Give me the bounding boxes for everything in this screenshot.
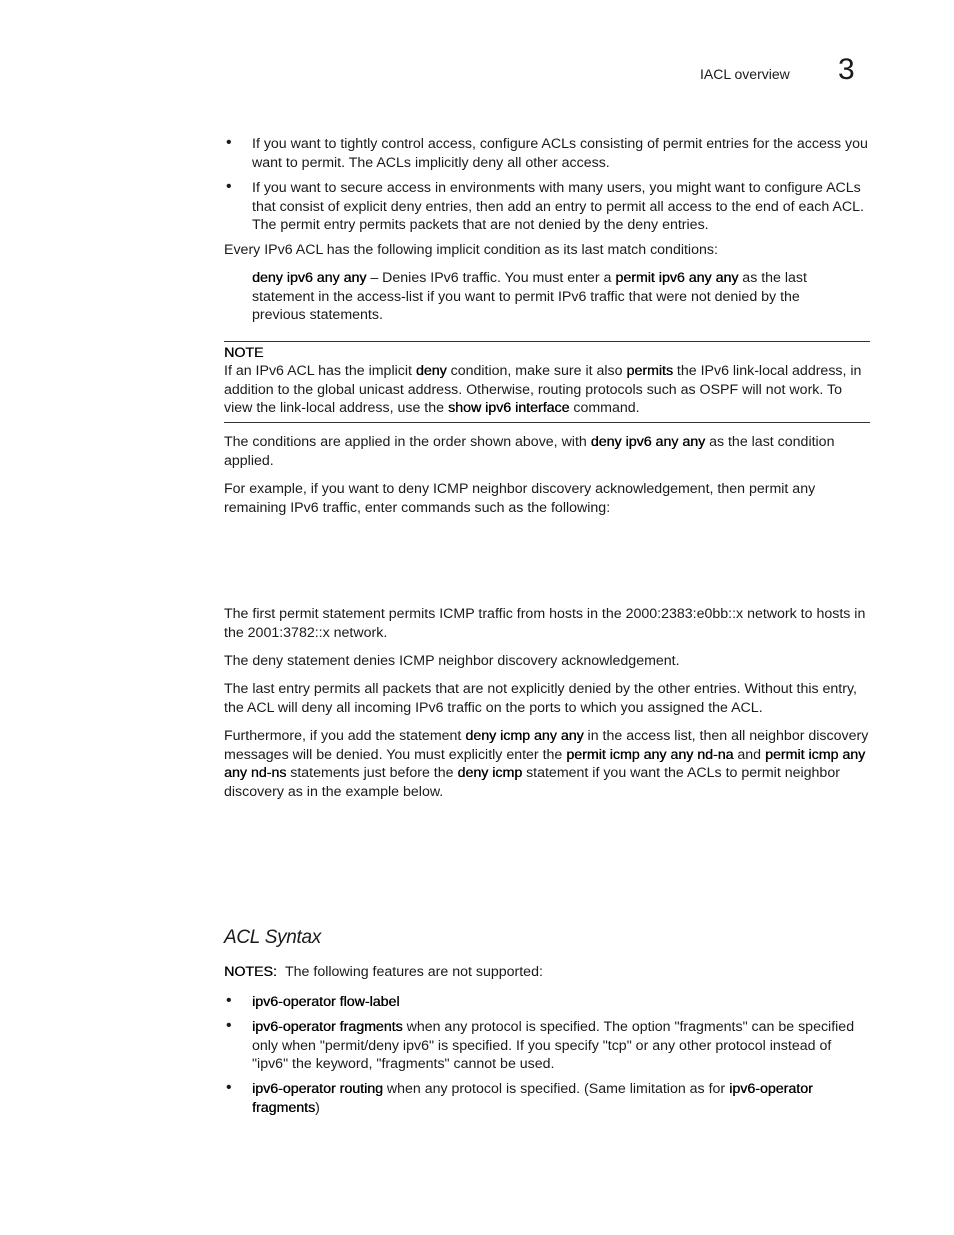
bullet-marker: • <box>226 992 232 1009</box>
unsupported-item-flow-label: ipv6-operator flow-label <box>252 994 400 1010</box>
example-intro-paragraph: For example, if you want to deny ICMP neighbor discovery acknowledgement, then permit any remaining IPv6 traffic, enter commands such as the following: <box>224 481 816 516</box>
conditions-paragraph: The conditions are applied in the order shown above, with deny ipv6 any any as the last condition applied. <box>224 434 835 469</box>
note-body: If an IPv6 ACL has the implicit deny condition, make sure it also permits the IPv6 link-local address, in addition to the global unicast address. Otherwise, routing protocols such as OSPF will not work. To view the link-local address, use the show ipv6 interface command. <box>224 363 862 417</box>
implicit-condition-intro: Every IPv6 ACL has the following implicit condition as its last match conditions: <box>224 242 718 258</box>
bullet-item-control-access: If you want to tightly control access, configure ACLs consisting of permit entries for the access you want to permit. The ACLs implicitly deny all other access. <box>252 136 868 171</box>
bullet-marker: • <box>226 1017 232 1034</box>
bullet-marker: • <box>226 178 232 195</box>
command-text: deny ipv6 any any <box>252 270 367 286</box>
running-header-title: IACL overview <box>700 66 790 82</box>
bullet-marker: • <box>226 134 232 151</box>
command-text: permit ipv6 any any <box>615 270 739 286</box>
notes-text: The following features are not supported: <box>285 964 543 980</box>
furthermore-paragraph: Furthermore, if you add the statement deny icmp any any in the access list, then all neighbor discovery messages will be denied. You must explicitly enter the permit icmp any any nd-na and permit icmp any any nd-ns statements just before the deny icmp statement if you want the ACLs to permit neighbor discovery as in the example below. <box>224 728 869 800</box>
note-top-rule <box>224 341 870 342</box>
note-bottom-rule <box>224 422 870 423</box>
chapter-number: 3 <box>838 53 855 86</box>
first-permit-paragraph: The first permit statement permits ICMP traffic from hosts in the 2000:2383:e0bb::x network to hosts in the 2001:3782::x network. <box>224 606 866 641</box>
section-heading-acl-syntax: ACL Syntax <box>224 927 321 948</box>
unsupported-item-routing: ipv6-operator routing when any protocol is specified. (Same limitation as for ipv6-operator fragments) <box>252 1081 813 1116</box>
last-entry-paragraph: The last entry permits all packets that are not explicitly denied by the other entries. Without this entry, the ACL will deny all incoming IPv6 traffic on the ports to which you assigned the ACL. <box>224 681 857 716</box>
bullet-marker: • <box>226 1079 232 1096</box>
bullet-item-secure-access: If you want to secure access in environments with many users, you might want to configure ACLs that consist of explicit deny entries, then add an entry to permit all access to the end of each ACL. The permit entry permits packets that are not denied by the deny entries. <box>252 180 864 234</box>
notes-label: NOTES: <box>224 964 277 980</box>
unsupported-item-fragments: ipv6-operator fragments when any protocol is specified. The option "fragments" can be specified only when "permit/deny ipv6" is specified. If you specify "tcp" or any other protocol instead of "ipv6" the keyword, "fragments" cannot be used. <box>252 1019 855 1073</box>
implicit-condition-text: deny ipv6 any any – Denies IPv6 traffic. You must enter a permit ipv6 any any as the last statement in the access-list if you want to permit IPv6 traffic that were not denied by the previous statements. <box>252 270 807 324</box>
note-label: NOTE <box>224 345 264 361</box>
deny-statement-paragraph: The deny statement denies ICMP neighbor discovery acknowledgement. <box>224 653 680 669</box>
